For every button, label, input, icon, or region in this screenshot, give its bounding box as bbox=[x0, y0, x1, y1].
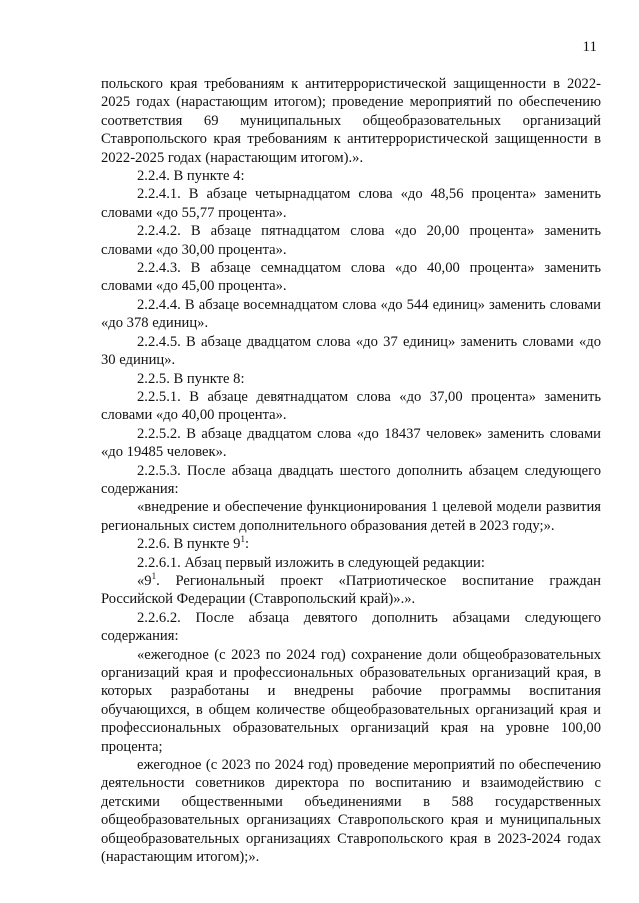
superscript: 1 bbox=[151, 571, 157, 582]
paragraph: ежегодное (с 2023 по 2024 год) проведение мероприятий по обеспечению деятельности советников директора по воспитанию и взаимодействию с детскими общественными объединениями в 588 государственных общеобразовательных организациях Ставропольского края и муниципальных общеобразовательных организациях Ставропольского края в 2023-2024 годах (нарастающим итогом);». bbox=[101, 757, 601, 866]
paragraph: «ежегодное (с 2023 по 2024 год) сохранение доли общеобразовательных организаций края и профессиональных образовательных организаций края, в которых разработаны и внедрены рабочие программы воспитания обучающихся, в общем количестве общеобразовательных организаций края и профессиональных образовательных организаций края на уровне 100,00 процента; bbox=[101, 646, 601, 755]
paragraph: 2.2.4.4. В абзаце восемнадцатом слова «до 544 единиц» заменить словами «до 378 единиц». bbox=[101, 296, 601, 332]
paragraph: 2.2.4.5. В абзаце двадцатом слова «до 37 единиц» заменить словами «до 30 единиц». bbox=[101, 333, 601, 369]
paragraph: 2.2.4.2. В абзаце пятнадцатом слова «до 20,00 процента» заменить словами «до 30,00 процента». bbox=[101, 223, 601, 258]
paragraph: 2.2.4.3. В абзаце семнадцатом слова «до 40,00 процента» заменить словами «до 45,00 процента». bbox=[101, 260, 601, 295]
paragraph: 2.2.6.1. Абзац первый изложить в следующей редакции: bbox=[137, 554, 485, 571]
paragraph-text: 2.2.6. В пункте 9 bbox=[137, 536, 241, 553]
page-number: 11 bbox=[582, 39, 597, 55]
document-body bbox=[101, 75, 601, 866]
paragraph: 2.2.5. В пункте 8: bbox=[137, 370, 245, 387]
paragraph: 2.2.5.1. В абзаце девятнадцатом слова «до 37,00 процента» заменить словами «до 40,00 процента». bbox=[101, 388, 601, 424]
paragraph-text: «9 bbox=[137, 572, 152, 589]
superscript: 1 bbox=[240, 534, 245, 545]
paragraph: 2.2.4.1. В абзаце четырнадцатом слова «до 48,56 процента» заменить словами «до 55,77 процента». bbox=[101, 186, 601, 221]
paragraph: «внедрение и обеспечение функционирования 1 целевой модели развития региональных систем дополнительного образования детей в 2023 году;». bbox=[101, 499, 601, 534]
paragraph: 2.2.5.2. В абзаце двадцатом слова «до 18437 человек» заменить словами «до 19485 человек». bbox=[101, 425, 601, 461]
paragraph bbox=[101, 535, 601, 553]
paragraph: 2.2.4. В пункте 4: bbox=[137, 168, 245, 185]
paragraph: 2.2.5.3. После абзаца двадцать шестого дополнить абзацем следующего содержания: bbox=[101, 462, 601, 497]
paragraph: польского края требованиям к антитеррористической защищенности в 2022-2025 годах (нарастающим итогом); проведение мероприятий по обеспечению соответствия 69 муниципальных общеобразовательных организаций Ставропольского края требованиям к антитеррористической защищенности в 2022-2025 годах (нарастающим итогом).». bbox=[101, 76, 601, 166]
paragraph-text: . Региональный проект «Патриотическое воспитание граждан Российской Федерации (Ставропольский край)».». bbox=[101, 572, 601, 608]
paragraph-text: : bbox=[244, 536, 250, 553]
paragraph bbox=[101, 572, 601, 609]
paragraph: 2.2.6.2. После абзаца девятого дополнить абзацами следующего содержания: bbox=[101, 609, 601, 645]
